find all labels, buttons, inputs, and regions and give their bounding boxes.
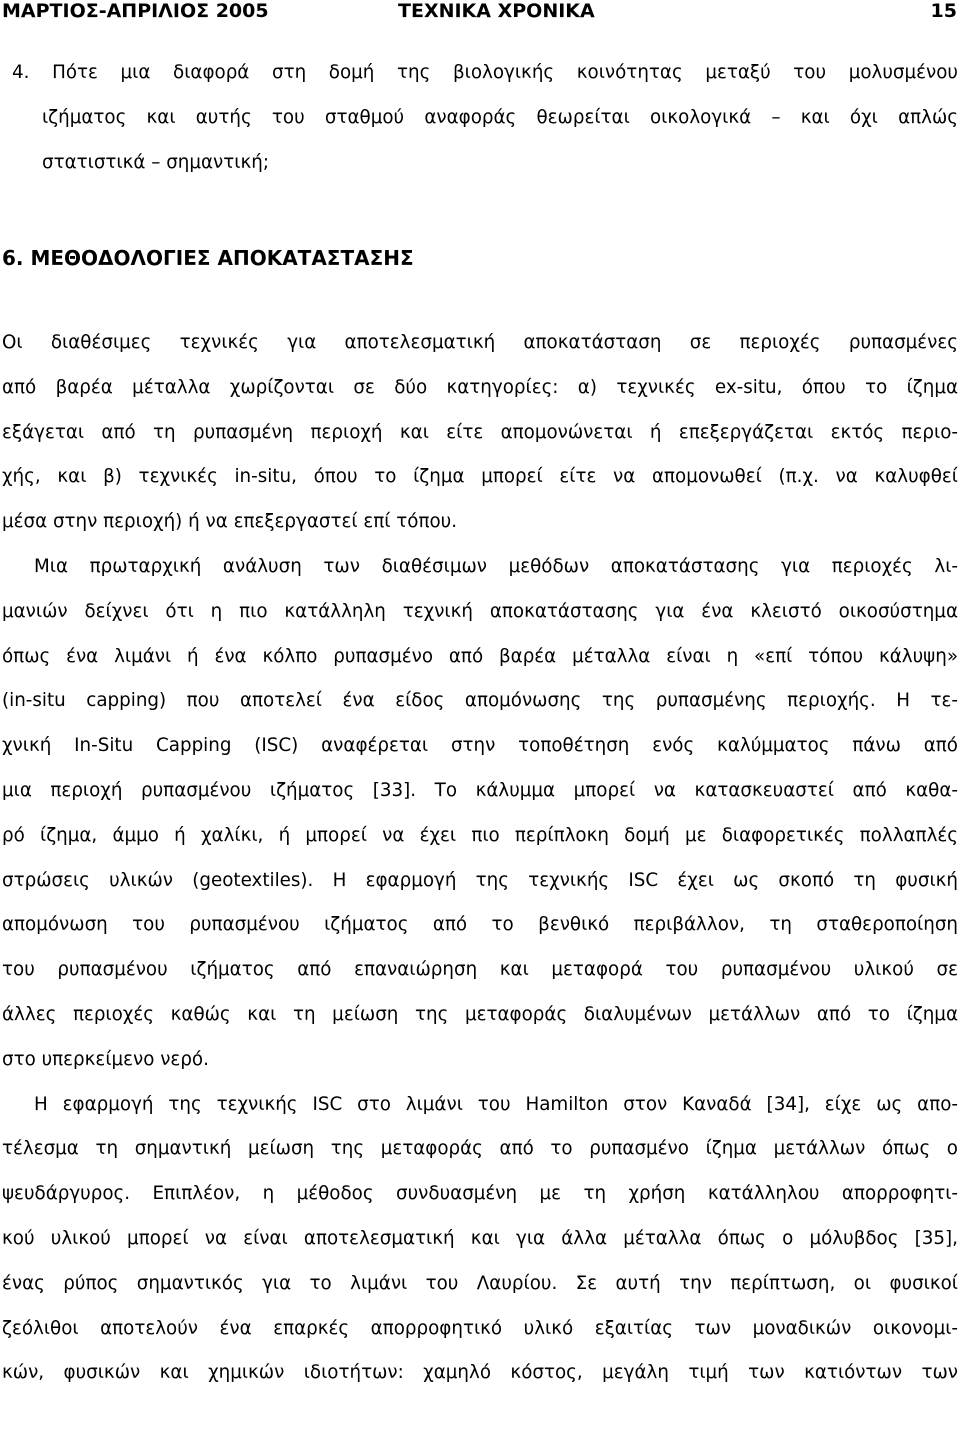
- text-line: μέσα στην περιοχή) ή να επεξεργαστεί επί τόπου.: [2, 511, 458, 533]
- text-line: ρό ίζημα, άμμο ή χαλίκι, ή μπορεί να έχει πιο περίπλοκη δομή με διαφορετικές πολλαπλές: [2, 824, 958, 846]
- text-line: Η εφαρμογή της τεχνικής ISC στο λιμάνι του Hamilton στον Καναδά [34], είχε ως απο-: [34, 1093, 958, 1115]
- text-line: κών, φυσικών και χημικών ιδιοτήτων: χαμηλό κόστος, μεγάλη τιμή των κατιόντων των: [2, 1362, 958, 1384]
- page-header: [0, 0, 960, 26]
- text-line: όπως ένα λιμάνι ή ένα κόλπο ρυπασμένο από βαρέα μέταλλα είναι η «επί τόπου κάλυψη»: [2, 645, 958, 667]
- text-line: χνική In-Situ Capping (ISC) αναφέρεται στην τοποθέτηση ενός καλύμματος πάνω από: [2, 735, 958, 757]
- text-line: στρώσεις υλικών (geotextiles). Η εφαρμογή της τεχνικής ISC έχει ως σκοπό τη φυσική: [2, 869, 958, 891]
- text-line: (in-situ capping) που αποτελεί ένα είδος απομόνωσης της ρυπασμένης περιοχής. Η τε-: [2, 690, 958, 712]
- section-heading: 6. ΜΕΘΟΔΟΛΟΓΙΕΣ ΑΠΟΚΑΤΑΣΤΑΣΗΣ: [2, 246, 414, 270]
- question-4: [2, 51, 958, 185]
- text-line: ένας ρύπος σημαντικός για το λιμάνι του Λαυρίου. Σε αυτή την περίπτωση, οι φυσικοί: [2, 1272, 958, 1294]
- page-number: 15: [930, 0, 957, 22]
- text-line: στατιστικά – σημαντική;: [42, 151, 269, 173]
- text-line: Μια πρωταρχική ανάλυση των διαθέσιμων μεθόδων αποκατάστασης για περιοχές λι-: [34, 555, 958, 577]
- text-line: μια περιοχή ρυπασμένου ιζήματος [33]. Το κάλυμμα μπορεί να κατασκευαστεί από καθα-: [2, 779, 958, 801]
- text-line: 4. Πότε μια διαφορά στη δομή της βιολογικής κοινότητας μεταξύ του μολυσμένου: [12, 62, 958, 83]
- text-line: Οι διαθέσιμες τεχνικές για αποτελεσματική αποκατάσταση σε περιοχές ρυπασμένες: [2, 332, 958, 353]
- text-line: ιζήματος και αυτής του σταθμού αναφοράς θεωρείται οικολογικά – και όχι απλώς: [42, 106, 958, 128]
- journal-title: ΤΕΧΝΙΚΑ ΧΡΟΝΙΚΑ: [398, 0, 595, 22]
- text-line: τέλεσμα τη σημαντική μείωση της μεταφοράς από το ρυπασμένο ίζημα μετάλλων όπως ο: [2, 1138, 958, 1160]
- text-line: ζεόλιθοι αποτελούν ένα επαρκές απορροφητικό υλικό εξαιτίας των μοναδικών οικονομι-: [2, 1317, 958, 1339]
- body-text: [2, 321, 958, 1396]
- issue-date: ΜΑΡΤΙΟΣ-ΑΠΡΙΛΙΟΣ 2005: [2, 0, 269, 22]
- text-line: ψευδάργυρος. Επιπλέον, η μέθοδος συνδυασμένη με τη χρήση κατάλληλου απορροφητι-: [2, 1183, 958, 1205]
- text-line: μανιών δείχνει ότι η πιο κατάλληλη τεχνική αποκατάστασης για ένα κλειστό οικοσύστημα: [2, 600, 958, 622]
- text-line: από βαρέα μέταλλα χωρίζονται σε δύο κατηγορίες: α) τεχνικές ex-situ, όπου το ίζημα: [2, 376, 958, 398]
- text-line: χής, και β) τεχνικές in-situ, όπου το ίζημα μπορεί είτε να απομονωθεί (π.χ. να καλυφθεί: [2, 466, 958, 488]
- text-line: του ρυπασμένου ιζήματος από επαναιώρηση και μεταφορά του ρυπασμένου υλικού σε: [2, 959, 958, 981]
- text-line: εξάγεται από τη ρυπασμένη περιοχή και είτε απομονώνεται ή επεξεργάζεται εκτός περιο-: [2, 421, 958, 443]
- text-line: κού υλικού μπορεί να είναι αποτελεσματική και για άλλα μέταλλα όπως ο μόλυβδος [35],: [2, 1227, 958, 1249]
- text-line: απομόνωση του ρυπασμένου ιζήματος από το βενθικό περιβάλλον, τη σταθεροποίηση: [2, 914, 958, 936]
- text-line: άλλες περιοχές καθώς και τη μείωση της μεταφοράς διαλυμένων μετάλλων από το ίζημα: [2, 1003, 958, 1025]
- text-line: στο υπερκείμενο νερό.: [2, 1048, 209, 1070]
